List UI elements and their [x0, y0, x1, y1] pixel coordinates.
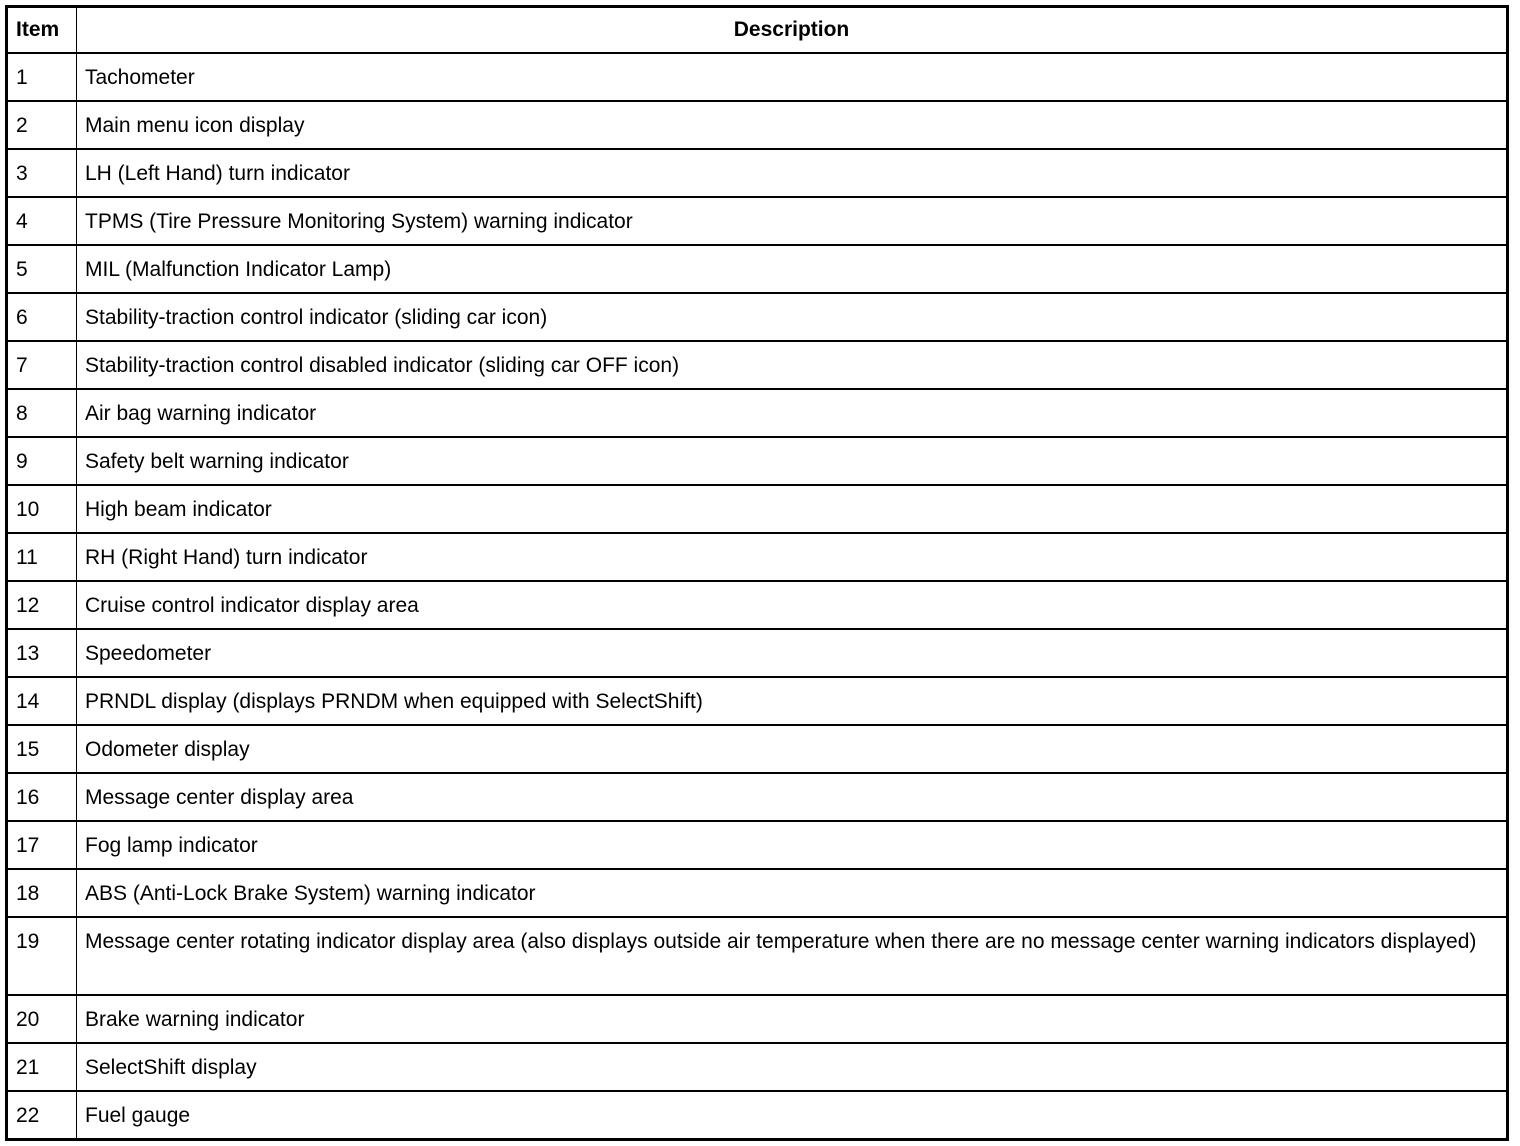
- item-description: RH (Right Hand) turn indicator: [77, 533, 1508, 581]
- item-description: Speedometer: [77, 629, 1508, 677]
- header-row: [7, 7, 1508, 54]
- item-number: 22: [7, 1091, 77, 1139]
- item-description: Stability-traction control indicator (sliding car icon): [77, 293, 1508, 341]
- item-description: LH (Left Hand) turn indicator: [77, 149, 1508, 197]
- item-description: TPMS (Tire Pressure Monitoring System) warning indicator: [77, 197, 1508, 245]
- item-description: Stability-traction control disabled indicator (sliding car OFF icon): [77, 341, 1508, 389]
- table-row: [7, 293, 1508, 341]
- table-row: [7, 581, 1508, 629]
- item-number: 9: [7, 437, 77, 485]
- item-number: 5: [7, 245, 77, 293]
- item-number: 16: [7, 773, 77, 821]
- header-description: Description: [77, 7, 1508, 54]
- table-row: [7, 1091, 1508, 1139]
- table-row: [7, 821, 1508, 869]
- table-row: [7, 101, 1508, 149]
- table-row: [7, 869, 1508, 917]
- table-row: [7, 677, 1508, 725]
- item-description: Odometer display: [77, 725, 1508, 773]
- table-row: [7, 725, 1508, 773]
- item-description: Brake warning indicator: [77, 995, 1508, 1043]
- item-description-table: [5, 5, 1509, 1141]
- item-number: 3: [7, 149, 77, 197]
- item-description: Message center rotating indicator display area (also displays outside air temperature when there are no message center warning indicators displayed): [77, 917, 1508, 995]
- item-number: 17: [7, 821, 77, 869]
- item-number: 12: [7, 581, 77, 629]
- table-row: [7, 995, 1508, 1043]
- item-description: MIL (Malfunction Indicator Lamp): [77, 245, 1508, 293]
- table-row: [7, 245, 1508, 293]
- table-row: [7, 197, 1508, 245]
- table-row: [7, 341, 1508, 389]
- item-number: 20: [7, 995, 77, 1043]
- item-number: 15: [7, 725, 77, 773]
- item-description: Fuel gauge: [77, 1091, 1508, 1139]
- item-description: Message center display area: [77, 773, 1508, 821]
- item-number: 7: [7, 341, 77, 389]
- table-row: [7, 53, 1508, 101]
- item-number: 14: [7, 677, 77, 725]
- item-number: 13: [7, 629, 77, 677]
- item-description: Fog lamp indicator: [77, 821, 1508, 869]
- table-row: [7, 437, 1508, 485]
- item-description: Cruise control indicator display area: [77, 581, 1508, 629]
- item-description: Tachometer: [77, 53, 1508, 101]
- item-number: 18: [7, 869, 77, 917]
- item-description: SelectShift display: [77, 1043, 1508, 1091]
- item-description: Safety belt warning indicator: [77, 437, 1508, 485]
- header-item: Item: [7, 7, 77, 54]
- item-number: 21: [7, 1043, 77, 1091]
- item-number: 6: [7, 293, 77, 341]
- item-number: 1: [7, 53, 77, 101]
- item-number: 11: [7, 533, 77, 581]
- item-number: 8: [7, 389, 77, 437]
- item-description: High beam indicator: [77, 485, 1508, 533]
- table-row: [7, 1043, 1508, 1091]
- item-description: ABS (Anti-Lock Brake System) warning indicator: [77, 869, 1508, 917]
- table-row: [7, 485, 1508, 533]
- item-description: Main menu icon display: [77, 101, 1508, 149]
- table-row: [7, 629, 1508, 677]
- item-number: 10: [7, 485, 77, 533]
- table-row: [7, 389, 1508, 437]
- table-row: [7, 149, 1508, 197]
- item-number: 19: [7, 917, 77, 995]
- item-description: PRNDL display (displays PRNDM when equipped with SelectShift): [77, 677, 1508, 725]
- table-row: [7, 533, 1508, 581]
- table-row: [7, 773, 1508, 821]
- item-number: 2: [7, 101, 77, 149]
- item-number: 4: [7, 197, 77, 245]
- item-description: Air bag warning indicator: [77, 389, 1508, 437]
- table-row: [7, 917, 1508, 995]
